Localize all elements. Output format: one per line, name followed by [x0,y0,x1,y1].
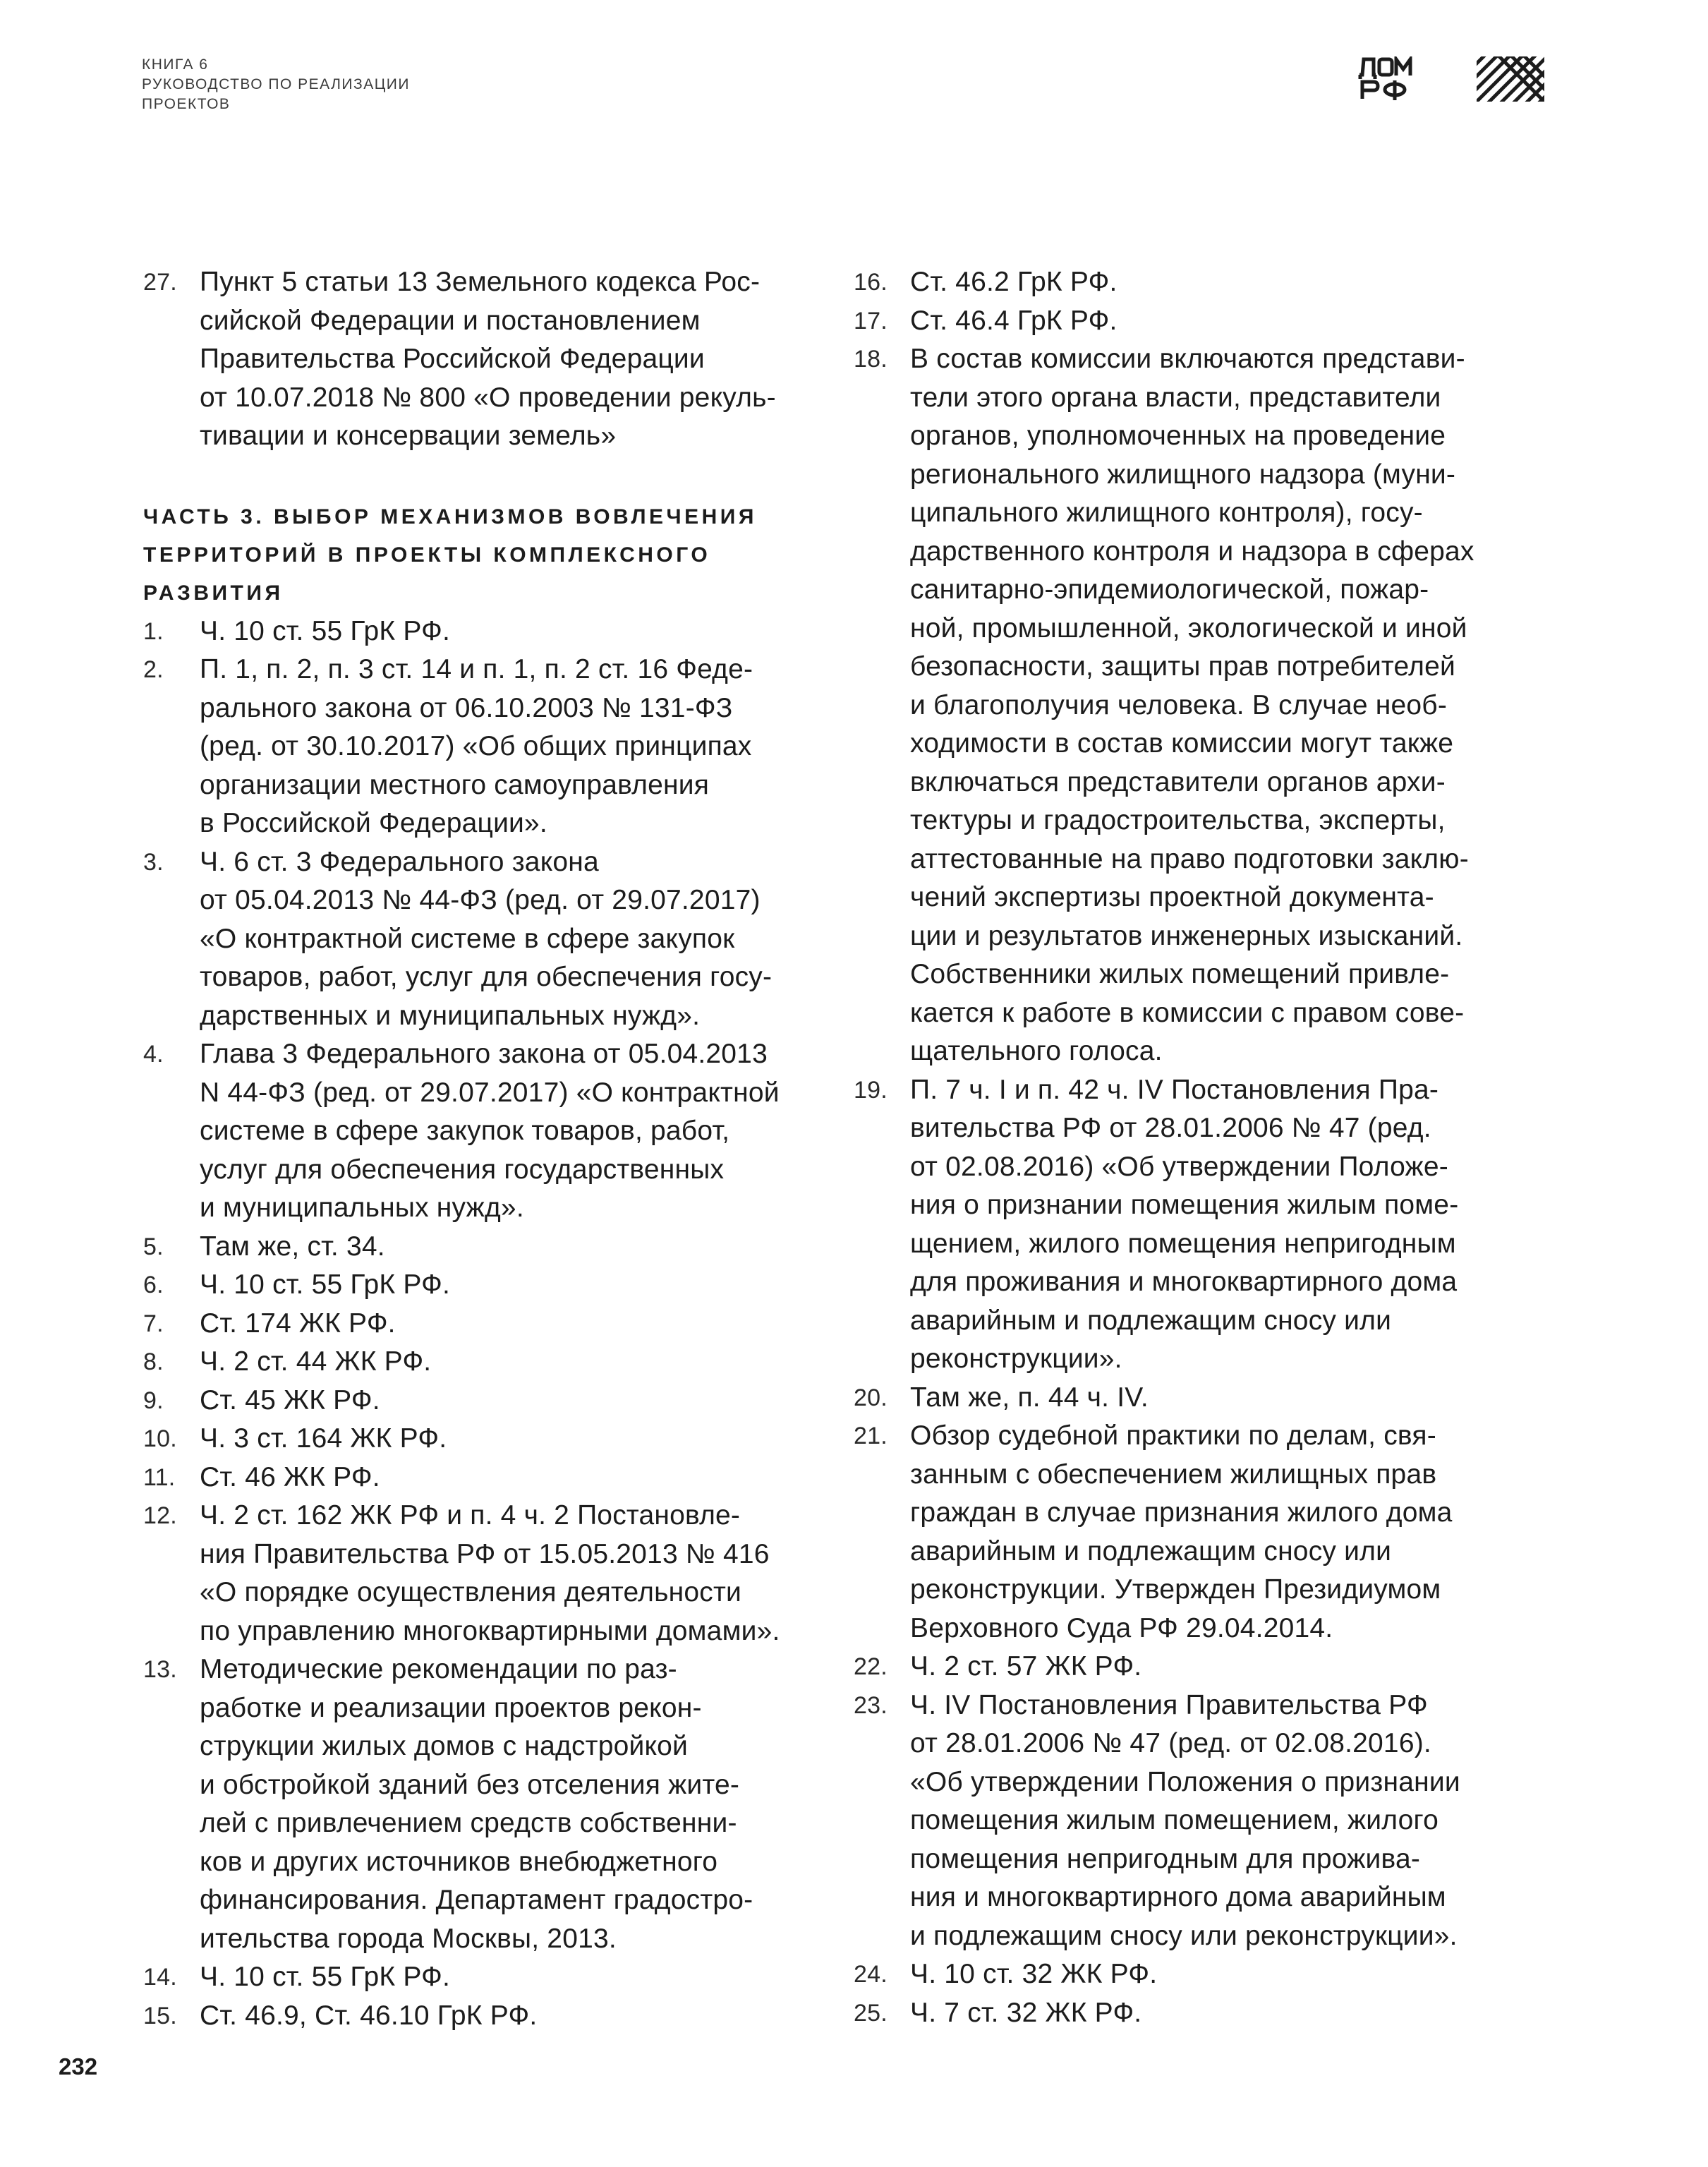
dom-rf-logo-icon [1358,56,1415,100]
footnote-number: 9. [143,1387,164,1414]
footnote-number: 5. [143,1233,164,1260]
footnote-7 [143,1305,828,1344]
footnote-5 [143,1228,828,1267]
footnote-text: Там же, ст. 34. [200,1231,385,1262]
footnote-text: Там же, п. 44 ч. IV. [910,1382,1149,1413]
footnote-text: Ч. 10 ст. 55 ГрК РФ. [200,1269,451,1300]
footnote-14 [143,1958,828,1997]
footnote-6 [143,1266,828,1305]
footnote-number: 22. [854,1653,888,1680]
footnote-number: 21. [854,1423,888,1449]
footnote-text: Ч. 10 ст. 32 ЖК РФ. [910,1959,1158,1989]
footnote-text: В состав комиссии включаются представи- тели этого органа власти, представители органов, уполномоченных на проведение регионального жилищного надзора (муни- ципального жилищного контроля), госу- дарственного контроля и надзора в сферах санитарно-эпидемиологической, пожар- ной, промышленной, экологической и иной безопасности, защиты прав потребителей и благополучия человека. В случае необ- ходимости в состав комиссии могут также включаться представители органов архи- тектуры и градостроительства, эксперты, аттестованные на право подготовки заклю- чений экспертизы проектной документа- ции и результатов инженерных изысканий. Собственники жилых помещений привле- кается к работе в комиссии с правом сове- щательного голоса. [910,344,1474,1066]
footnote-text: Ч. 2 ст. 57 ЖК РФ. [910,1651,1142,1682]
footnote-24 [854,1955,1566,1994]
footnote-23 [854,1686,1566,1956]
footnote-number: 1. [143,617,164,645]
footnote-number: 16. [854,269,888,296]
footnote-number: 2. [143,656,164,683]
book-title-line-2: ПРОЕКТОВ [142,96,231,112]
footnote-number: 19. [854,1076,888,1104]
footnote-text: Ст. 46.9, Ст. 46.10 ГрК РФ. [200,2000,538,2031]
footnote-text: Ч. IV Постановления Правительства РФ от 28.01.2006 № 47 (ред. от 02.08.2016). «Об утверждении Положения о признании помещения жилым помещением, жилого помещения непригодным для прожива- ния и многоквартирного дома аварийным и подлежащим сносу или реконструкции». [910,1689,1460,1951]
footnote-4 [143,1035,828,1228]
footnote-text: Ч. 10 ст. 55 ГрК РФ. [200,1962,451,1992]
footnote-number: 18. [854,346,888,373]
footnote-text: Ст. 45 ЖК РФ. [200,1384,380,1416]
footnote-text: Ч. 6 ст. 3 Федерального закона от 05.04.2013 № 44-ФЗ (ред. от 29.07.2017) «О контрактной системе в сфере закупок товаров, работ, услуг для обеспечения госу- дарственных и муниципальных нужд». [200,846,773,1031]
footnote-number: 17. [854,307,888,334]
footnote-8 [143,1343,828,1382]
footnote-19 [854,1071,1566,1379]
footnote-text: Обзор судебной практики по делам, свя- занным с обеспечением жилищных прав граждан в случае признания жилого дома аварийным и подлежащим сносу или реконструкции. Утвержден Президиумом Верховного Суда РФ 29.04.2014. [910,1420,1453,1643]
footnote-21 [854,1417,1566,1648]
footnote-20 [854,1379,1566,1418]
footnote-18 [854,340,1566,1071]
left-column [143,263,828,2035]
pattern-logo-icon [1477,56,1544,102]
book-header [142,55,410,114]
footnote-text: П. 1, п. 2, п. 3 ст. 14 и п. 1, п. 2 ст. 16 Феде- рального закона от 06.10.2003 № 131-ФЗ (ред. от 30.10.2017) «Об общих принципах организации местного самоуправления в Российской Федерации». [200,654,753,838]
footnote-number: 15. [143,2002,177,2029]
page-number: 232 [59,2053,98,2080]
footnote-3 [143,843,828,1036]
footnote-1 [143,612,828,651]
footnote-text: Ст. 46 ЖК РФ. [200,1461,380,1492]
footnote-13 [143,1650,828,1958]
book-number: КНИГА 6 [142,56,209,73]
footnote-text: Ч. 3 ст. 164 ЖК РФ. [200,1423,447,1454]
footnote-text: Ч. 2 ст. 44 ЖК РФ. [200,1346,432,1377]
footnote-number: 25. [854,1999,888,2027]
footnote-number: 7. [143,1310,164,1337]
footnote-text: Пункт 5 статьи 13 Земельного кодекса Рос- сийской Федерации и постановлением Правительства Российской Федерации от 10.07.2018 № 800 «О проведении рекуль- тивации и консервации земель» [200,267,776,451]
footnote-22 [854,1648,1566,1686]
footnote-number: 10. [143,1425,177,1452]
footnote-text: Ч. 7 ст. 32 ЖК РФ. [910,1997,1142,2028]
footnote-17 [854,302,1566,341]
footnote-text: Методические рекомендации по раз- работке и реализации проектов рекон- струкции жилых домов с надстройкой и обстройкой зданий без отселения жите- лей с привлечением средств собственни- ков и других источников внебюджетного финансирования. Департамент градостро- ительства города Москвы, 2013. [200,1654,753,1954]
footnote-number: 8. [143,1348,164,1375]
footnote-number: 20. [854,1384,888,1411]
footnote-10 [143,1420,828,1459]
footnote-number: 24. [854,1961,888,1988]
footnote-15 [143,1997,828,2036]
footnote-number: 27. [143,269,177,296]
right-column [854,263,1566,2032]
section-heading: ЧАСТЬ 3. ВЫБОР МЕХАНИЗМОВ ВОВЛЕЧЕНИЯ ТЕРРИТОРИЙ В ПРОЕКТЫ КОМПЛЕКСНОГО РАЗВИТИЯ [143,505,757,605]
footnote-number: 12. [143,1502,177,1529]
footnote-text: Ч. 10 ст. 55 ГрК РФ. [200,615,451,646]
footnote-2 [143,651,828,843]
footnote-number: 3. [143,848,164,876]
footnote-number: 14. [143,1964,177,1991]
footnote-number: 4. [143,1041,164,1068]
footnote-number: 23. [854,1691,888,1719]
footnote-text: Глава 3 Федерального закона от 05.04.2013 N 44-ФЗ (ред. от 29.07.2017) «О контрактной системе в сфере закупок товаров, работ, услуг для обеспечения государственных и муниципальных нужд». [200,1039,780,1223]
footnote-number: 6. [143,1272,164,1298]
footnote-text: Ст. 46.2 ГрК РФ. [910,267,1118,297]
footnote-16 [854,263,1566,302]
footnote-text: Ст. 174 ЖК РФ. [200,1308,396,1339]
footnote-27 [143,263,828,456]
footnote-12 [143,1497,828,1650]
footnote-text: Ч. 2 ст. 162 ЖК РФ и п. 4 ч. 2 Постановле- ния Правительства РФ от 15.05.2013 № 416 «О порядке осуществления деятельности по управлению многоквартирными домами». [200,1500,780,1646]
footnote-25 [854,1994,1566,2033]
footnote-number: 11. [143,1463,176,1491]
footnote-number: 13. [143,1656,177,1683]
footnote-text: П. 7 ч. I и п. 42 ч. IV Постановления Пра- вительства РФ от 28.01.2006 № 47 (ред. от 02.08.2016) «Об утверждении Положе- ния о признании помещения жилым поме- щением, жилого помещения непригодным для проживания и многоквартирного дома аварийным и подлежащим сносу или реконструкции». [910,1074,1459,1374]
footnote-9 [143,1382,828,1420]
footnote-11 [143,1459,828,1497]
book-title-line-1: РУКОВОДСТВО ПО РЕАЛИЗАЦИИ [142,76,410,92]
footnote-text: Ст. 46.4 ГрК РФ. [910,305,1118,336]
